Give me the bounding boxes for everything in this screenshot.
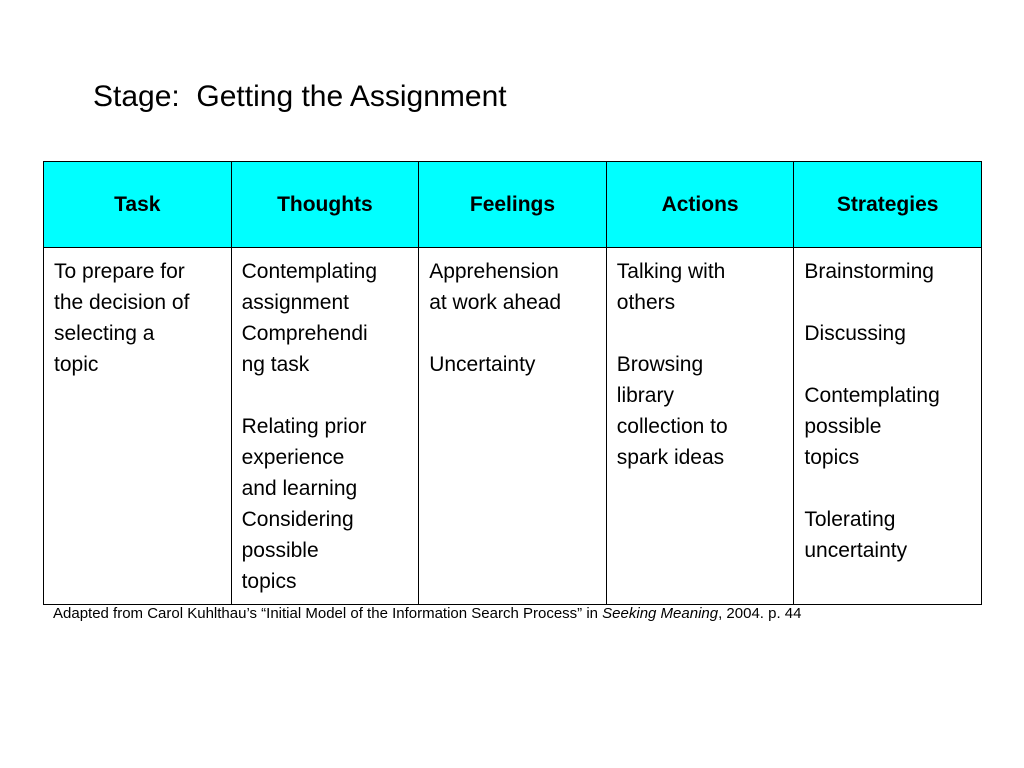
cell-line: Uncertainty bbox=[429, 353, 536, 376]
citation-prefix: Adapted from Carol Kuhlthau’s “Initial Model of the Information Search Process” in bbox=[53, 605, 603, 622]
header-actions: Actions bbox=[606, 162, 794, 248]
cell-line: selecting a bbox=[54, 322, 155, 345]
cell-line bbox=[617, 318, 786, 349]
slide-title: Stage: Getting the Assignment bbox=[93, 80, 507, 113]
cell-line: Discussing bbox=[804, 322, 906, 345]
citation bbox=[53, 604, 802, 624]
header-strategies: Strategies bbox=[794, 162, 982, 248]
citation-suffix: , 2004. p. 44 bbox=[718, 605, 802, 622]
cell-thoughts bbox=[231, 248, 419, 605]
cell-line: topics bbox=[241, 570, 297, 593]
cell-line: Talking with bbox=[616, 260, 726, 283]
cell-line: possible bbox=[804, 415, 882, 438]
cell-line bbox=[429, 318, 598, 349]
stage-table bbox=[43, 161, 982, 605]
table-row bbox=[44, 248, 982, 605]
cell-line: uncertainty bbox=[804, 539, 908, 562]
cell-line: Contemplating bbox=[241, 260, 378, 283]
cell-line bbox=[804, 349, 973, 380]
cell-line bbox=[242, 380, 411, 411]
header-task: Task bbox=[44, 162, 232, 248]
cell-line: Browsing bbox=[616, 353, 704, 376]
cell-line: Contemplating bbox=[804, 384, 940, 407]
cell-line: others bbox=[616, 291, 676, 314]
cell-feelings bbox=[419, 248, 607, 605]
header-feelings: Feelings bbox=[419, 162, 607, 248]
cell-task bbox=[44, 248, 232, 605]
cell-line: spark ideas bbox=[616, 446, 725, 469]
cell-strategies bbox=[794, 248, 982, 605]
citation-work-title: Seeking Meaning bbox=[602, 605, 719, 622]
cell-line: To prepare for bbox=[54, 260, 185, 283]
cell-line: experience bbox=[241, 446, 345, 469]
cell-line: Tolerating bbox=[804, 508, 896, 531]
cell-line: Comprehendi bbox=[241, 322, 368, 345]
cell-line: ng task bbox=[241, 353, 310, 376]
cell-line: Relating prior bbox=[241, 415, 367, 438]
cell-line: Brainstorming bbox=[804, 260, 934, 283]
table-header-row bbox=[44, 162, 982, 248]
cell-line: Apprehension bbox=[429, 260, 559, 283]
cell-line: library bbox=[616, 384, 674, 407]
cell-line: assignment bbox=[241, 291, 349, 314]
cell-line bbox=[804, 287, 973, 318]
header-thoughts: Thoughts bbox=[231, 162, 419, 248]
cell-actions bbox=[606, 248, 794, 605]
cell-line: at work ahead bbox=[429, 291, 562, 314]
cell-line: topics bbox=[804, 446, 860, 469]
cell-line bbox=[804, 473, 973, 504]
cell-line: and learning bbox=[241, 477, 358, 500]
cell-line: collection to bbox=[616, 415, 728, 438]
cell-line: topic bbox=[54, 353, 99, 376]
cell-line: the decision of bbox=[54, 291, 190, 314]
cell-line: possible bbox=[241, 539, 319, 562]
cell-line: Considering bbox=[241, 508, 354, 531]
